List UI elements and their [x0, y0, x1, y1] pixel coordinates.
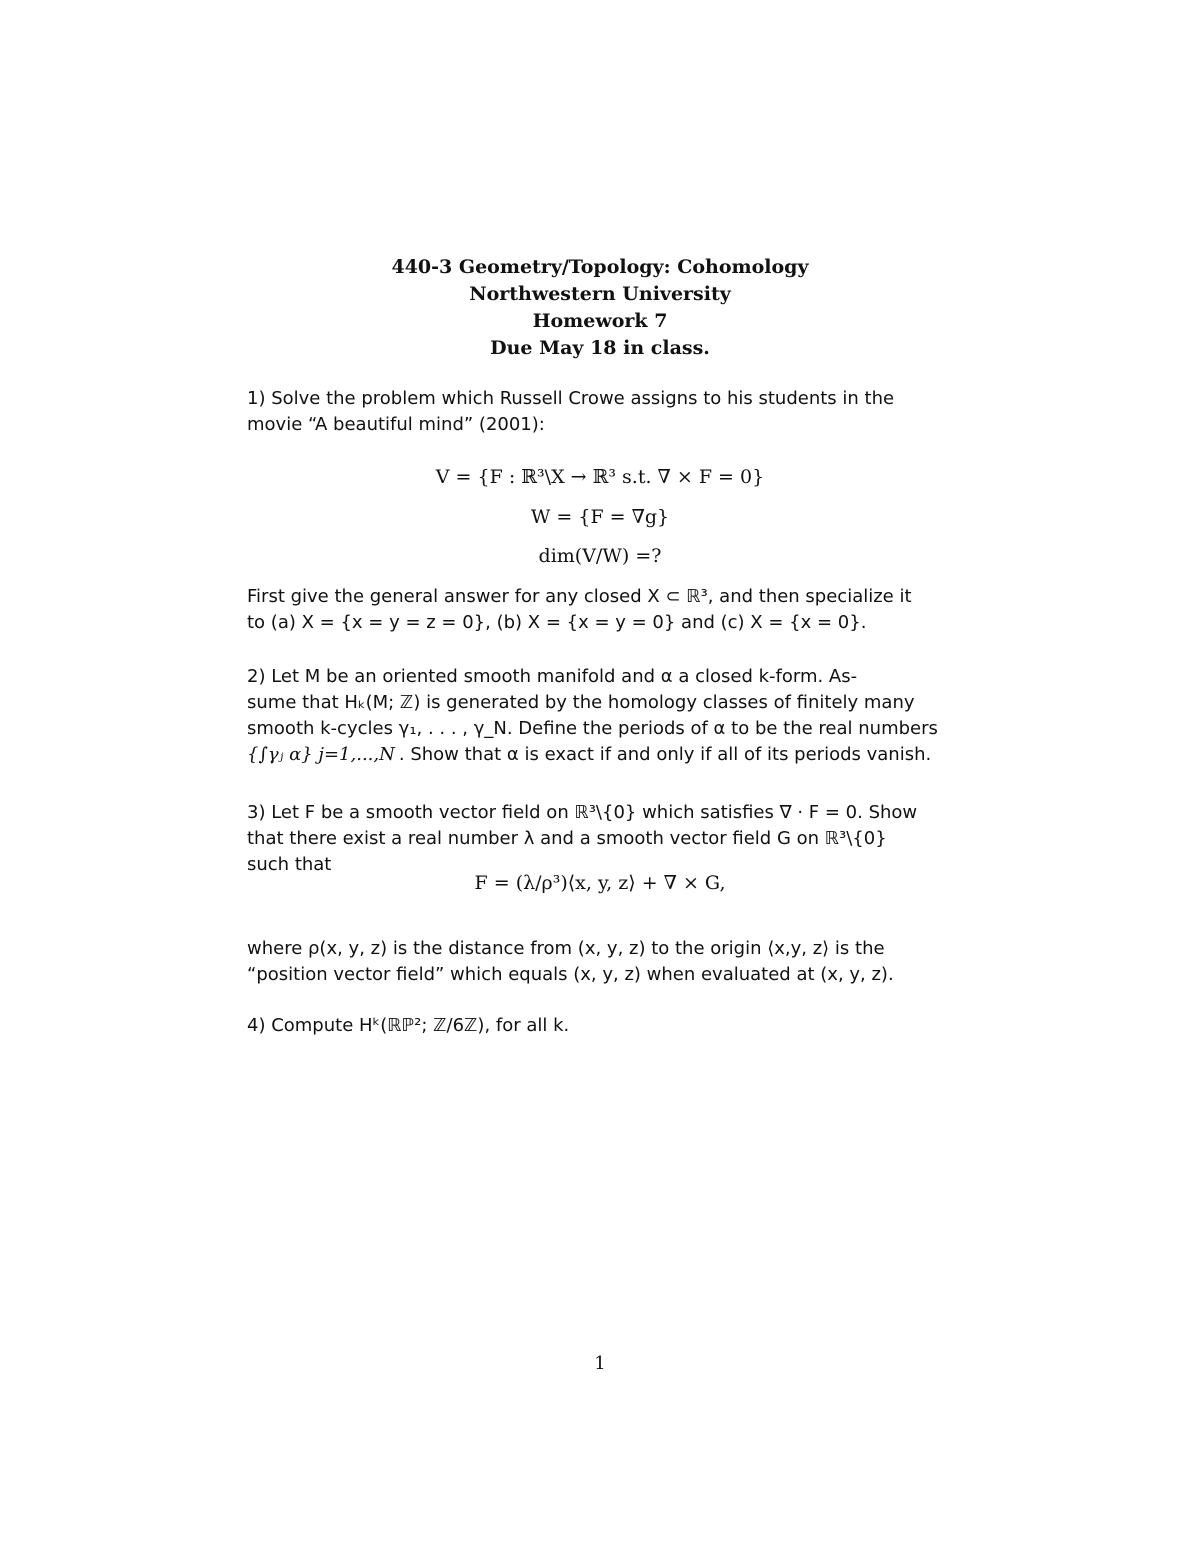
problem-1-line-1: 1) Solve the problem which Russell Crowe assigns to his students in the	[247, 388, 895, 409]
periods-expression: {∫γⱼ α} j=1,...,N	[247, 744, 395, 765]
problem-2-line-4-text: . Show that α is exact if and only if all of its periods vanish.	[398, 744, 932, 765]
problem-1-followup-line-1: First give the general answer for any closed X ⊂ ℝ³, and then specialize it	[247, 586, 912, 607]
equation-f-decomposition: F = (λ/ρ³)⟨x, y, z⟩ + ∇ × G,	[474, 872, 726, 894]
problem-1-line-2: movie “A beautiful mind” (2001):	[247, 414, 545, 435]
problem-2	[247, 664, 951, 768]
problem-3-followup	[247, 936, 951, 988]
equation-dimension-question: dim(V/W) =?	[538, 545, 662, 567]
page-number: 1	[594, 1353, 606, 1374]
problem-1-followup-line-2: to (a) X = {x = y = z = 0}, (b) X = {x = y = 0} and (c) X = {x = 0}.	[247, 612, 867, 633]
problem-3-followup-line-1: where ρ(x, y, z) is the distance from (x, y, z) to the origin ⟨x,y, z⟩ is the	[247, 938, 885, 959]
assignment-title: Homework 7	[532, 310, 668, 332]
problem-4: 4) Compute Hᵏ(ℝℙ²; ℤ/6ℤ), for all k.	[247, 1015, 570, 1036]
problem-3-followup-line-2: “position vector field” which equals (x, y, z) when evaluated at (x, y, z).	[247, 964, 894, 985]
problem-3-line-2: that there exist a real number λ and a smooth vector field G on ℝ³\{0}	[247, 828, 887, 849]
document-header	[0, 254, 1200, 362]
problem-1-followup	[247, 584, 951, 636]
institution-name: Northwestern University	[469, 283, 731, 305]
course-title: 440-3 Geometry/Topology: Cohomology	[391, 256, 809, 278]
equation-w-definition: W = {F = ∇g}	[530, 506, 670, 528]
problem-2-line-2: sume that Hₖ(M; ℤ) is generated by the homology classes of finitely many	[247, 692, 915, 713]
problem-3-line-1: 3) Let F be a smooth vector field on ℝ³\{0} which satisfies ∇ · F = 0. Show	[247, 802, 918, 823]
problem-2-line-4	[247, 742, 951, 768]
due-date: Due May 18 in class.	[490, 337, 710, 359]
problem-1-intro	[247, 386, 951, 438]
equation-v-definition: V = {F : ℝ³\X → ℝ³ s.t. ∇ × F = 0}	[435, 466, 765, 488]
problem-3-line-3: such that	[247, 854, 332, 875]
problem-3	[247, 800, 951, 878]
problem-2-line-1: 2) Let M be an oriented smooth manifold and α a closed k-form. As-	[247, 666, 858, 687]
problem-2-line-3: smooth k-cycles γ₁, . . . , γ_N. Define the periods of α to be the real numbers	[247, 718, 938, 739]
